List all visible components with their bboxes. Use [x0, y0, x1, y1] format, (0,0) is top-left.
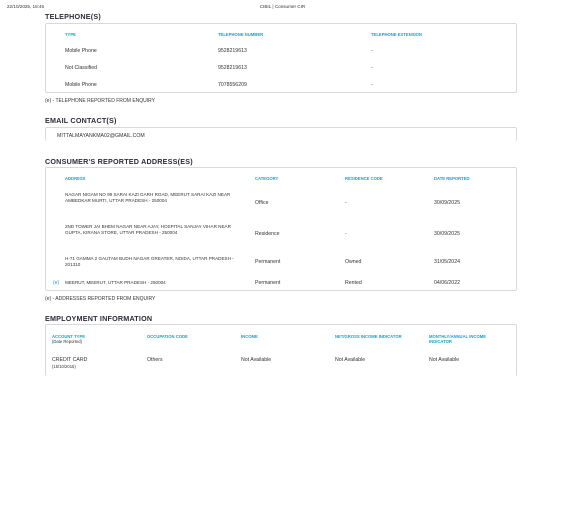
col-category: CATEGORY [255, 176, 279, 181]
col-net-gross-indicator: NET/GROSS INCOME INDICATOR [335, 334, 402, 339]
address-row-4-residence: Rented [345, 280, 362, 286]
telephones-table [45, 23, 517, 93]
col-address: ADDRESS [65, 176, 86, 181]
employment-section-title: EMPLOYMENT INFORMATION [45, 314, 153, 323]
addresses-section-title: CONSUMER'S REPORTED ADDRESS(ES) [45, 157, 193, 166]
col-account-type-sub: (Date Reported) [52, 339, 83, 344]
address-row-3-date: 31/05/2024 [434, 259, 460, 265]
addresses-table [45, 167, 517, 291]
phone-row-3-number: 7078556209 [218, 82, 247, 88]
phone-row-3-type: Mobile Phone [65, 82, 97, 88]
address-row-3-address: H-71 GAMMA 2 GAUTAM BUDH NAGAR GREATER, NOIDA, UTTAR PRADESH - 201310 [65, 256, 234, 267]
address-row-2-residence: - [345, 231, 347, 237]
phone-row-3-extension: - [371, 82, 373, 88]
address-row-1-residence: - [345, 200, 347, 206]
address-row-3-residence: Owned [345, 259, 362, 265]
col-date-reported: DATE REPORTED [434, 176, 470, 181]
address-row-4-enquiry-marker: (e) [53, 280, 60, 286]
addresses-note: (e) - ADDRESSES REPORTED FROM ENQUIRY [45, 296, 156, 302]
address-row-2-address: 2ND TOWER JAI BHEM NAGAR NEAR AJAY, HOSPITAL SANJAY VIHAR NEAR GUPTA, KIRANA STORE, UTTAR PRADESH - 250004 [65, 224, 231, 235]
employment-date-reported: (15/10/2015) [52, 364, 76, 369]
address-row-4-category: Permanent [255, 280, 281, 286]
phone-row-1-type: Mobile Phone [65, 48, 97, 54]
phone-row-2-extension: - [371, 65, 373, 71]
col-telephone-extension: TELEPHONE EXTENSION [371, 32, 422, 37]
address-row-1-address: NAGAR NIGAM NO 99 SARAI KAZI GARH ROAD, MEERUT SARAI KAZI NEAR AMBEDKAR MURTI, UTTAR PRADESH - 250004 [65, 192, 231, 203]
telephones-section-title: TELEPHONE(S) [45, 12, 101, 21]
address-row-4-address: MEERUT, MEERUT, UTTAR PRADESH - 250004 [65, 280, 166, 285]
address-row-3-category: Permanent [255, 259, 281, 265]
col-occupation-code: OCCUPATION CODE [147, 334, 188, 339]
address-row-1-category: Office [255, 200, 269, 206]
phone-row-2-type: Not Classified [65, 65, 98, 71]
address-row-2-category: Residence [255, 231, 280, 237]
employment-income: Not Available [241, 357, 272, 363]
email-box [45, 127, 517, 141]
address-row-4-date: 04/06/2022 [434, 280, 460, 286]
phone-row-1-extension: - [371, 48, 373, 54]
employment-table [45, 324, 517, 376]
col-type: TYPE [65, 32, 76, 37]
phone-row-1-number: 9528219613 [218, 48, 247, 54]
col-monthly-annual-indicator: MONTHLY/ANNUAL INCOME INDICATOR [429, 334, 486, 344]
employment-occupation: Others [147, 357, 163, 363]
email-section-title: EMAIL CONTACT(S) [45, 116, 117, 125]
print-date-time: 22/10/2025, 18:46 [7, 4, 45, 9]
employment-net-gross: Not Available [335, 357, 366, 363]
address-row-2-date: 30/09/2025 [434, 231, 460, 237]
email-value: MITTALMAYANKMA02@GMAIL.COM [57, 133, 145, 139]
col-residence-code: RESIDENCE CODE [345, 176, 383, 181]
col-income: INCOME [241, 334, 258, 339]
telephones-note: (e) - TELEPHONE REPORTED FROM ENQUIRY [45, 98, 156, 104]
address-row-1-date: 30/09/2025 [434, 200, 460, 206]
page-title: CIBIL | Consumer CIR [259, 4, 306, 9]
employment-account-type: CREDIT CARD [52, 357, 88, 363]
phone-row-2-number: 9528219613 [218, 65, 247, 71]
employment-monthly-annual: Not Available [429, 357, 460, 363]
col-account-type: ACCOUNT TYPE [52, 334, 86, 339]
col-telephone-number: TELEPHONE NUMBER [218, 32, 264, 37]
